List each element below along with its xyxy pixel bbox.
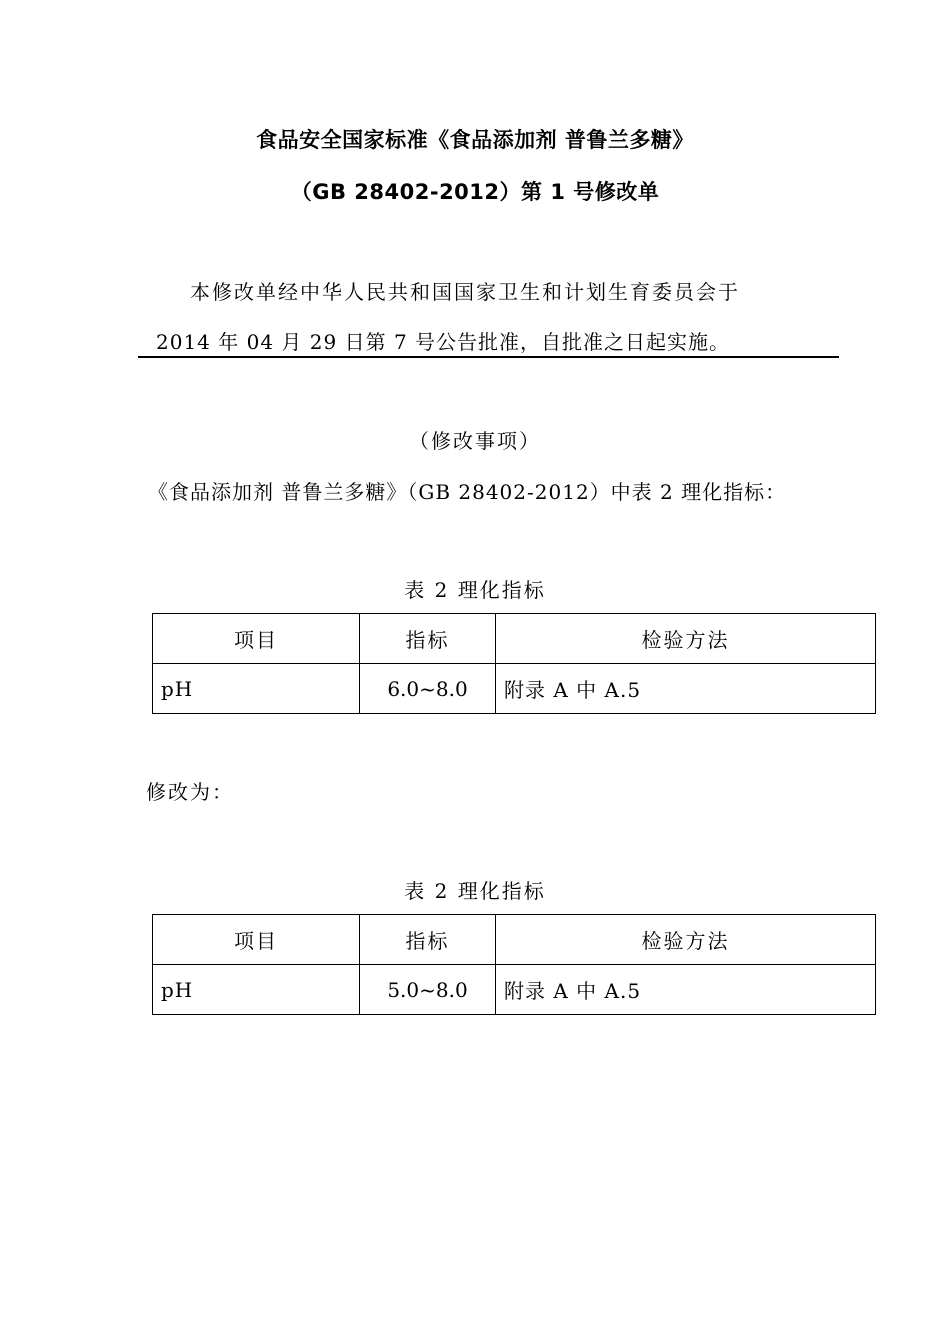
amendment-reference: 《食品添加剂 普鲁兰多糖》（GB 28402-2012）中表 2 理化指标： [148,480,787,504]
cell-method: 附录 A 中 A.5 [496,664,876,714]
table-header-row [153,915,876,965]
cell-spec: 6.0~8.0 [360,664,496,714]
header-method: 检验方法 [496,915,876,965]
table-row [153,965,876,1015]
cell-method: 附录 A 中 A.5 [496,965,876,1015]
header-item: 项目 [153,614,360,664]
table-original [152,613,876,714]
header-spec: 指标 [360,614,496,664]
divider-rule [138,356,839,358]
amendment-heading: （修改事项） [409,429,541,453]
intro-line2: 2014 年 04 月 29 日第 7 号公告批准，自批准之日起实施。 [156,330,731,354]
cell-spec: 5.0~8.0 [360,965,496,1015]
header-method: 检验方法 [496,614,876,664]
document-title-line1: 食品安全国家标准《食品添加剂 普鲁兰多糖》 [256,128,694,152]
change-label: 修改为： [146,780,234,804]
intro-line1: 本修改单经中华人民共和国国家卫生和计划生育委员会于 [190,280,740,304]
cell-item: pH [153,664,360,714]
table-row [153,664,876,714]
header-item: 项目 [153,915,360,965]
table-revised-caption: 表 2 理化指标 [404,879,546,903]
table-revised [152,914,876,1015]
table-original-caption: 表 2 理化指标 [404,578,546,602]
cell-item: pH [153,965,360,1015]
header-spec: 指标 [360,915,496,965]
document-title-line2: （GB 28402-2012）第 1 号修改单 [290,180,660,204]
table-header-row [153,614,876,664]
